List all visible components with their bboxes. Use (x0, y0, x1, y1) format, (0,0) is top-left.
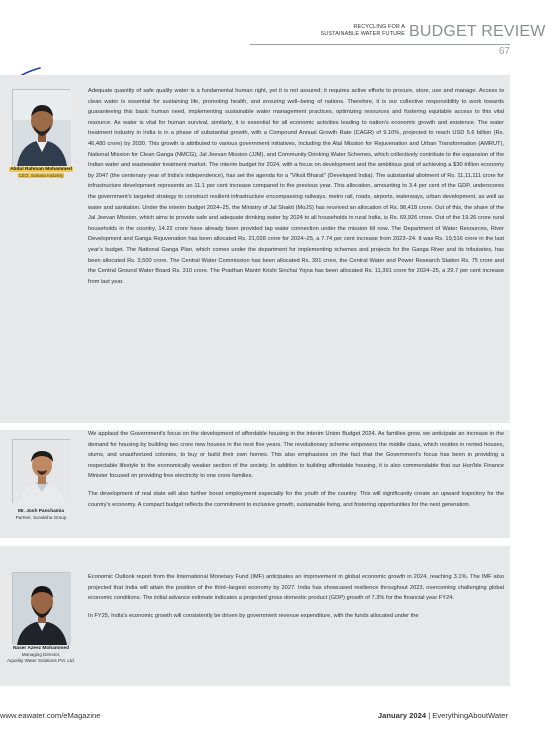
paragraph: The development of real state will also further boost employment especially for the youth of the country. This will significantly create an upward trajectory for the country's economy. A compact budget reflects the commitment to inclusive growth, sustainable living, and fostering opportunities for the next generation. (88, 490, 504, 508)
footer-date: January 2024 (377, 711, 427, 720)
footer-website-link[interactable]: www.eawater.com/eMagazine (0, 711, 101, 720)
footer-brand: EverythingAboutWater (432, 711, 508, 720)
footer-issue-info (378, 711, 508, 720)
testimonial-card-3 (0, 546, 510, 686)
person-name-1: Abdul Rahman Mohammed (10, 167, 72, 172)
person-role-2: Partner, Suraksha Group (15, 515, 67, 520)
person-role-3-line-2: Aquality Water Solutions Pvt. Ltd. (6, 658, 75, 663)
paragraph: In FY25, India's economic growth will consistently be driven by government revenue expenditure, with the funds allocated under the (88, 612, 419, 619)
page-footer (0, 711, 510, 725)
footer-separator: | (428, 711, 431, 720)
testimonial-text-3 (88, 572, 504, 621)
header-rule (250, 44, 510, 45)
person-role-3-line-1: Managing Director, (21, 652, 61, 657)
person-name-3: Naser Azeez Mohammed (12, 646, 70, 651)
paragraph: Economic Outlook report from the International Monetary Fund (IMF) anticipates an improvement in global economic growth in 2024, reaching 3.1%. The IMF also projected that India will attain the position of the third–largest economy by 2027. India has showcased resilience throughout 2023, overcoming challenging global economic conditions. The initial advance estimate indicates a projected gross domestic product (GDP) growth of 7.3% for the financial year FY24. (88, 574, 504, 602)
testimonial-card-1 (0, 75, 510, 423)
person-name-2: Mr. Josh Panchamia (17, 509, 65, 514)
page-header (250, 22, 546, 57)
section-kicker (310, 24, 405, 38)
page-number: 67 (498, 46, 510, 57)
person-role-1: CEO, Sahara Industry (18, 173, 64, 178)
kicker-line-1: RECYCLING FOR A (353, 24, 405, 30)
portrait-photo-1 (12, 89, 70, 165)
portrait-photo-3 (12, 572, 70, 644)
paragraph: We applaud the Government's focus on the development of affordable housing in the interim Union Budget 2024. As families grow, we anticipate an increase in the demand for housing by building two crore new houses in the next five years. The revolutionary scheme empowers the middle class, which resides in rented houses, slums, and unauthorized colonies, to buy or build their own homes. This also emphasises on the fact that the Government's focus has been in providing a respectable lifestyle to the economically weaker section of the society. In addition to building affordable housing, it is also commendable that our Hon'ble Finance Minister focused on providing free electricity to one crore families. (88, 431, 504, 480)
portrait-photo-2 (12, 439, 70, 503)
testimonial-text-1 (88, 86, 504, 287)
kicker-line-2: SUSTAINABLE WATER FUTURE (320, 31, 405, 37)
testimonial-card-2 (0, 430, 510, 538)
testimonial-text-2 (88, 429, 504, 510)
paragraph: Adequate quantity of safe quality water is a fundamental human right, yet it is not assured; it requires active efforts to procure, store, use and manage. Access to clean water is essential for sustaining life, promoting health, and ensuring well–being of nations. Therefore, it is our collective responsibility to work towards guaranteeing this basic human need, implementing sustainable water management practices, optimizing resources and fostering equitable access to this vital resource. As water is vital for human survival, similarly, it is essential for all economic activities leading to nation's economic growth and existence. The water treatment industry in India is in a phase of substantial growth, with a Compound Annual Growth Rate (CAGR) of 9.10%, projected to reach USD 5.6 billion (Rs. 46,480 crore) by 2030. This growth is attributed to various government initiatives, including the Atal Mission for Rejuvenation and Urban Transformation (AMRUT), National Mission for Clean Ganga (NMCG), Jal Jeevan Mission (JJM), and Community Drinking Water Schemes, which collectively contribute to the expansion of the Indian water and wastewater treatment market. The interim budget for 2024, with a focus on development and the ambitious goal of achieving a $30 trillion economy by 2047 (the centenary year of India's independence), has set the agenda for a "Viksit Bharat" (Developed India). The substantial allotment of Rs. 11,11,111 crore for infrastructure development represents an 11.1 per cent increase compared to the previous year. This allocation, amounting to 3.4 per cent of the GDP, underscores the government's targeted strategy to construct resilient infrastructure encompassing railways, metro rail, roads, airports, waterways, urban development, as well as water and sanitation. Under the interim budget 2024–25, the Ministry of Jal Shakti (MoJS) has received an allocation of Rs. 98,418 crore. Out of this, the share of the Jal Jeevan Mission, which aims to provide safe and adequate drinking water by 2024 to all households in rural India, is Rs. 69,926 crore. Out of the 19.26 crore rural households in the country, 14.22 crore have already been provided tap water connection under the mission till now. The Department of Water Resources, River Development and Ganga Rejuvenation has been allocated Rs. 21,028 crore for 2024–25, a 7.74 per cent increase from 2023–24. It was Rs. 19,516 crore in the last year's budget. The National Ganga Plan, which comes under the department for implementing schemes and projects for the Ganga River and its tributaries, has been allocated Rs. 3,500 crore. The Central Water Commission has been allocated Rs. 391 crore, the Central Water and Power Research Station Rs. 75 crore and the Central Ground Water Board Rs. 310 crore. The Pradhan Mantri Krishi Sinchai Yojna has been allocated Rs. 11,391 crore for 2024–25, a 29.7 per cent increase from last year. (88, 88, 504, 285)
section-title: BUDGET REVIEW (409, 23, 546, 40)
